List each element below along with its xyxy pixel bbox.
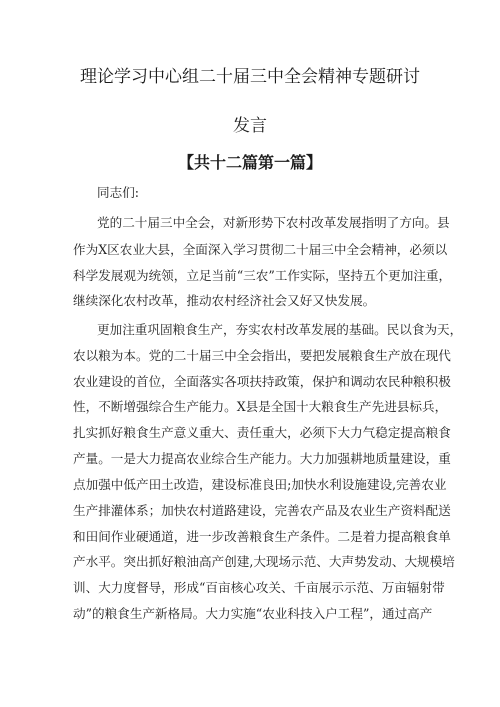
- body-text-line: 训、大力度督导，形成“百亩核心攻关、千亩展示示范、万亩辐射带: [73, 580, 445, 595]
- document-subtitle: 【共十二篇第一篇】: [177, 153, 322, 172]
- body-text-line: 动”的粮食生产新格局。大力实施“农业科技入户工程”，通过高产: [73, 606, 433, 621]
- document-title-continued: 发言: [233, 116, 267, 136]
- body-text-line: 产水平。突出抓好粮油高产创建,大现场示范、大声势发动、大规模培: [73, 554, 455, 569]
- body-text-line: 扎实抓好粮食生产意义重大、责任重大，必须下大力气稳定提高粮食: [73, 425, 451, 440]
- body-text-line: 更加注重巩固粮食生产，夯实农村改革发展的基础。民以食为天，: [97, 322, 463, 337]
- body-text-line: 生产排灌体系；加快农村道路建设，完善农产品及农业生产资料配送: [73, 503, 451, 518]
- body-text-line: 作为X区农业大县，全面深入学习贯彻二十届三中全会精神，必须以: [73, 242, 448, 257]
- body-text-line: 农以粮为本。党的二十届三中全会指出，要把发展粮食生产放在现代: [73, 348, 451, 363]
- body-text-line: 产量。一是大力提高农业综合生产能力。大力加强耕地质量建设，重: [73, 451, 451, 466]
- body-text-line: 和田间作业硬通道，进一步改善粮食生产条件。二是着力提高粮食单: [73, 529, 451, 544]
- body-text-line: 点加强中低产田土改造，建设标准良田;加快水利设施建设,完善农业: [73, 477, 447, 492]
- body-text-line: 科学发展观为统领，立足当前“三农”工作实际，坚持五个更加注重，: [73, 268, 452, 283]
- document-title: 理论学习中心组二十届三中全会精神专题研讨: [80, 67, 420, 87]
- body-text-line: 党的二十届三中全会，对新形势下农村改革发展指明了方向。县: [97, 215, 450, 230]
- body-text-line: 性，不断增强综合生产能力。X县是全国十大粮食生产先进县标兵，: [73, 399, 448, 414]
- body-text-line: 继续深化农村改革，推动农村经济社会又好又快发展。: [73, 293, 376, 308]
- body-text-line: 农业建设的首位，全面落实各项扶持政策，保护和调动农民种粮积极: [73, 374, 451, 389]
- salutation-line: 同志们:: [97, 185, 140, 200]
